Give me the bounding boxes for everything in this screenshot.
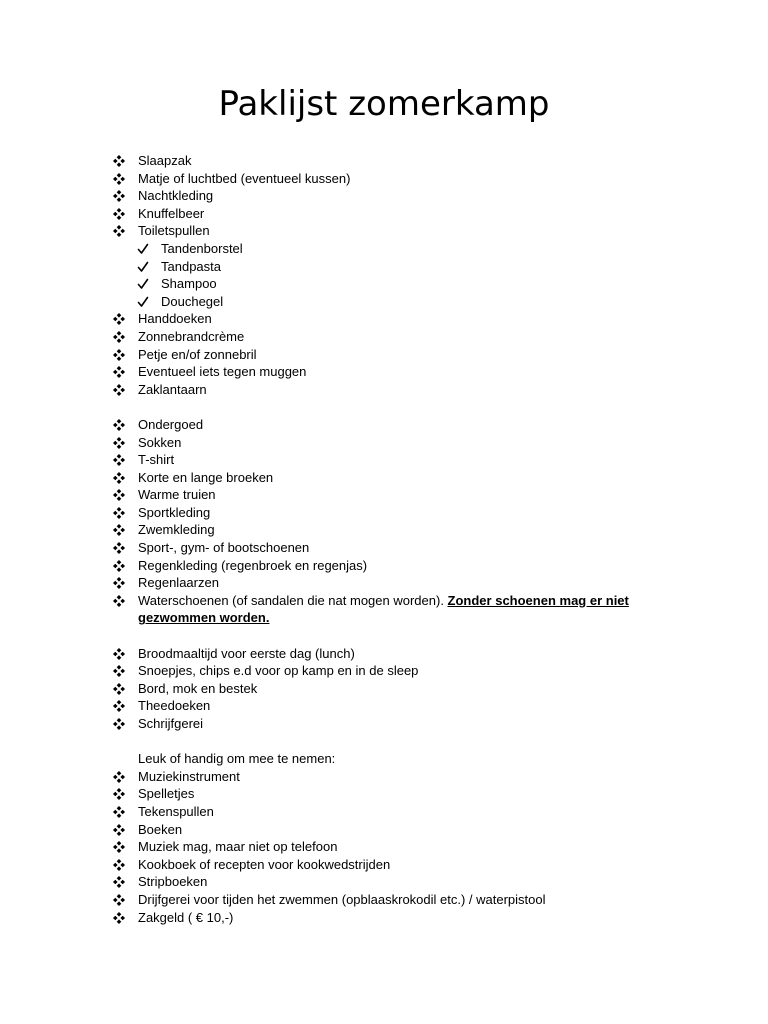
list-item: Bord, mok en bestek [0,680,768,698]
list-item: Drijfgerei voor tijden het zwemmen (opblaaskrokodil etc.) / waterpistool [0,891,768,909]
diamond-bullet-icon [113,539,127,557]
list-item-water-shoes [0,592,768,610]
list-item: Sportkleding [0,504,768,522]
diamond-bullet-icon [113,697,127,715]
list-item: Muziek mag, maar niet op telefoon [0,838,768,856]
list-item: Korte en lange broeken [0,469,768,487]
list-item: Broodmaaltijd voor eerste dag (lunch) [0,645,768,663]
diamond-bullet-icon [113,592,127,610]
list-item: Toiletspullen [0,222,768,240]
diamond-bullet-icon [113,768,127,786]
spacer [0,627,768,645]
water-shoes-text: Waterschoenen (of sandalen die nat mogen worden). [138,592,448,608]
list-item: Ondergoed [0,416,768,434]
diamond-bullet-icon [113,310,127,328]
diamond-bullet-icon [113,205,127,223]
section-heading: Leuk of handig om mee te nemen: [138,751,336,767]
diamond-bullet-icon [113,381,127,399]
list-item: Zonnebrandcrème [0,328,768,346]
diamond-bullet-icon [113,434,127,452]
list-item: Muziekinstrument [0,768,768,786]
diamond-bullet-icon [113,645,127,663]
list-item: Schrijfgerei [0,715,768,733]
list-item: Knuffelbeer [0,205,768,223]
diamond-bullet-icon [113,856,127,874]
diamond-bullet-icon [113,346,127,364]
list-item: Eventueel iets tegen muggen [0,363,768,381]
list-item: Sokken [0,434,768,452]
diamond-bullet-icon [113,821,127,839]
list-item: Slaapzak [0,152,768,170]
diamond-bullet-icon [113,222,127,240]
sub-list-item: Tandpasta [0,258,768,276]
list-item: Stripboeken [0,873,768,891]
diamond-bullet-icon [113,557,127,575]
diamond-bullet-icon [113,504,127,522]
diamond-bullet-icon [113,715,127,733]
swim-warning-text-continued: gezwommen worden. [138,610,270,626]
packing-list [0,152,768,926]
diamond-bullet-icon [113,170,127,188]
list-item: Zaklantaarn [0,381,768,399]
checkmark-icon [137,258,151,276]
spacer [0,733,768,751]
diamond-bullet-icon [113,416,127,434]
list-item: Snoepjes, chips e.d voor op kamp en in de sleep [0,662,768,680]
list-item: Sport-, gym- of bootschoenen [0,539,768,557]
page-title: Paklijst zomerkamp [218,84,550,124]
list-item-continuation [0,609,768,627]
diamond-bullet-icon [113,469,127,487]
diamond-bullet-icon [113,328,127,346]
list-item: Nachtkleding [0,187,768,205]
checkmark-icon [137,293,151,311]
spacer [0,398,768,416]
sub-list-item: Douchegel [0,293,768,311]
diamond-bullet-icon [113,785,127,803]
diamond-bullet-icon [113,152,127,170]
list-item: Warme truien [0,486,768,504]
list-item: Regenkleding (regenbroek en regenjas) [0,557,768,575]
sub-list-item: Tandenborstel [0,240,768,258]
diamond-bullet-icon [113,451,127,469]
sub-list-item: Shampoo [0,275,768,293]
diamond-bullet-icon [113,363,127,381]
diamond-bullet-icon [113,803,127,821]
diamond-bullet-icon [113,486,127,504]
diamond-bullet-icon [113,574,127,592]
list-item: Zakgeld ( € 10,-) [0,909,768,927]
diamond-bullet-icon [113,909,127,927]
swim-warning-text: Zonder schoenen mag er niet [447,592,629,608]
list-item: Matje of luchtbed (eventueel kussen) [0,170,768,188]
diamond-bullet-icon [113,521,127,539]
list-item: Boeken [0,821,768,839]
list-item: Spelletjes [0,785,768,803]
diamond-bullet-icon [113,662,127,680]
list-item: Kookboek of recepten voor kookwedstrijden [0,856,768,874]
list-item: Petje en/of zonnebril [0,346,768,364]
list-item: Regenlaarzen [0,574,768,592]
checkmark-icon [137,275,151,293]
list-item: Zwemkleding [0,521,768,539]
checkmark-icon [137,240,151,258]
diamond-bullet-icon [113,680,127,698]
list-item: Handdoeken [0,310,768,328]
diamond-bullet-icon [113,873,127,891]
diamond-bullet-icon [113,891,127,909]
diamond-bullet-icon [113,838,127,856]
list-item: T-shirt [0,451,768,469]
list-item: Tekenspullen [0,803,768,821]
list-item: Theedoeken [0,697,768,715]
diamond-bullet-icon [113,187,127,205]
